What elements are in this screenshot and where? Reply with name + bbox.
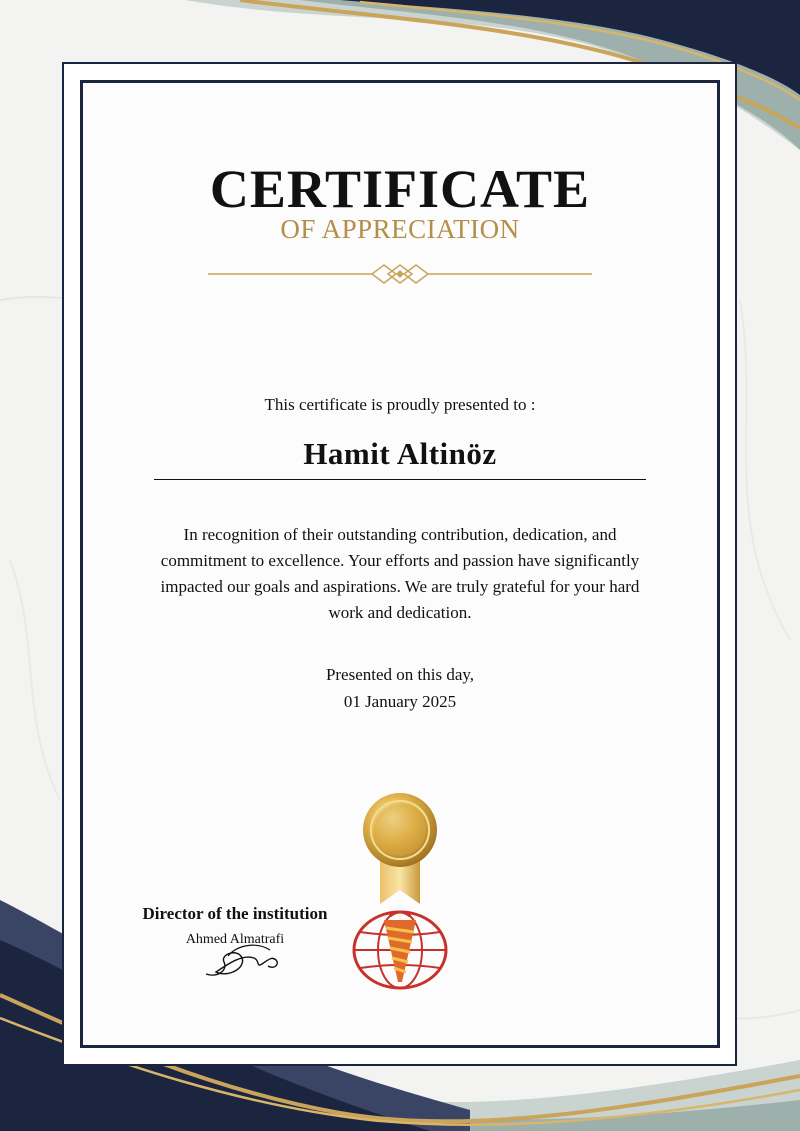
gold-medal-icon — [360, 792, 440, 912]
certificate-subtitle: OF APPRECIATION — [280, 214, 520, 244]
name-underline — [154, 479, 646, 480]
date-value: 01 January 2025 — [343, 692, 457, 711]
recipient-name: Hamit Altinöz — [303, 436, 497, 471]
certificate-title: CERTIFICATE — [209, 159, 591, 219]
certificate-body — [80, 80, 720, 1048]
signatory-title: Director of the institution — [142, 904, 328, 923]
date-intro: Presented on this day, — [325, 665, 475, 684]
presented-to-label: This certificate is proudly presented to : — [264, 395, 536, 414]
signature-mark — [198, 934, 290, 980]
ornament-divider-icon — [208, 262, 592, 286]
signatory-name: Ahmed Almatrafi — [185, 932, 285, 947]
globe-emblem-icon — [350, 908, 450, 990]
appreciation-text: In recognition of their outstanding contribution, dedication, and commitment to excellence. Your efforts and passion have significantly impacted our goals and aspirations. We are truly grateful for your hard work and dedication. — [160, 525, 640, 622]
